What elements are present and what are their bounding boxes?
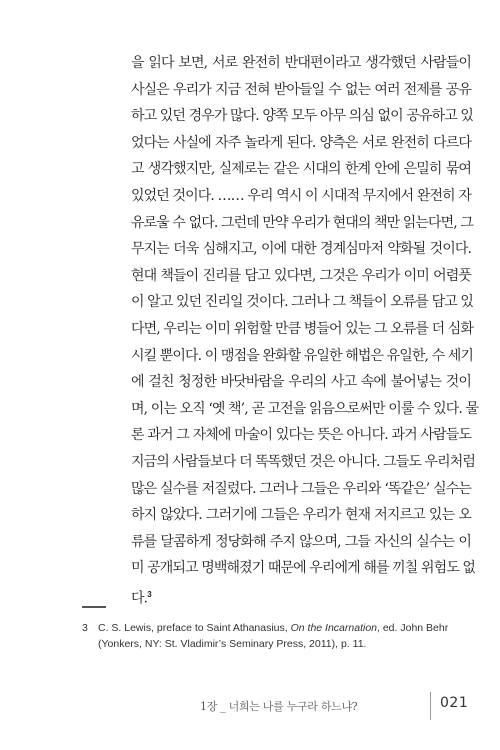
text-line: 하고 있던 경우가 많다. 양쪽 모두 아무 의심 없이 공유하고 있 bbox=[131, 108, 474, 125]
text-line: 지금의 사람들보다 더 똑똑했던 것은 아니다. 그들도 우리처럼 bbox=[131, 453, 476, 470]
text-line: 었다는 사실에 자주 놀라게 된다. 양측은 서로 완전히 다르다 bbox=[131, 134, 471, 151]
text-line: 현대 책들이 진리를 담고 있다면, 그것은 우리가 이미 어렴풋 bbox=[131, 267, 471, 284]
text-line: 있었던 것이다. …… 우리 역시 이 시대적 무지에서 완전히 자 bbox=[131, 187, 471, 204]
body-text bbox=[131, 50, 479, 612]
footnote-number: 3 bbox=[82, 622, 88, 634]
text-line: 많은 실수를 저질렀다. 그러나 그들은 우리와 ‘똑같은’ 실수는 bbox=[131, 480, 471, 497]
text-line: 다면, 우리는 이미 위험할 만큼 병들어 있는 그 오류를 더 심화 bbox=[131, 320, 474, 337]
text-line: 을 읽다 보면, 서로 완전히 반대편이라고 생각했던 사람들이 bbox=[131, 55, 471, 71]
footnote-rest: , ed. John Behr bbox=[377, 622, 449, 634]
text-line-last bbox=[131, 582, 471, 612]
footnote-title: On the Incarnation bbox=[290, 622, 377, 634]
footnote bbox=[82, 620, 482, 652]
text-line: 류를 달콤하게 정당화해 주지 않으며, 그들 자신의 실수는 이 bbox=[131, 533, 471, 550]
footnote-rule bbox=[82, 606, 106, 608]
footnote-author: C. S. Lewis, preface to Saint Athanasius, bbox=[98, 622, 288, 634]
footnote-line-2: (Yonkers, NY: St. Vladimir’s Seminary Press, 2011), p. 11. bbox=[98, 638, 367, 650]
text-line: 이 알고 있던 진리일 것이다. 그러나 그 책들이 오류를 담고 있 bbox=[131, 294, 474, 311]
text-line: 론 과거 그 자체에 마술이 있다는 뜻은 아니다. 과거 사람들도 bbox=[131, 427, 471, 444]
page-number: 021 bbox=[440, 695, 469, 711]
text-line: 미 공개되고 명백해졌기 때문에 우리에게 해를 끼칠 위험도 없 bbox=[131, 560, 476, 577]
text-line: 하지 않았다. 그러기에 그들은 우리가 현재 저지르고 있는 오 bbox=[131, 507, 471, 524]
text-line: 유로울 수 없다. 그런데 만약 우리가 현대의 책만 읽는다면, 그 bbox=[131, 214, 474, 231]
text-line: 며, 이는 오직 ‘옛 책’, 곧 고전을 읽음으로써만 이룰 수 있다. 물 bbox=[131, 400, 479, 417]
page-footer bbox=[0, 692, 500, 720]
footnote-reference: 3 bbox=[147, 589, 151, 599]
text-line: 시킬 뿐이다. 이 맹점을 완화할 유일한 해법은 유일한, 수 세기 bbox=[131, 347, 474, 364]
footnote-line-1 bbox=[82, 620, 482, 636]
text-line: 에 걸친 청정한 바닷바람을 우리의 사고 속에 불어넣는 것이 bbox=[131, 374, 471, 391]
text-line: 고 생각했지만, 실제로는 같은 시대의 한계 안에 은밀히 묶여 bbox=[131, 161, 471, 178]
text-line: 무지는 더욱 심해지고, 이에 대한 경계심마저 약화될 것이다. bbox=[131, 241, 471, 258]
footer-divider bbox=[430, 692, 431, 720]
last-line-text: 다. bbox=[131, 590, 148, 607]
running-head: 1장 _ 너희는 나를 누구라 하느냐? bbox=[200, 700, 358, 713]
text-line: 사실은 우리가 지금 전혀 받아들일 수 없는 여러 전제를 공유 bbox=[131, 81, 471, 98]
